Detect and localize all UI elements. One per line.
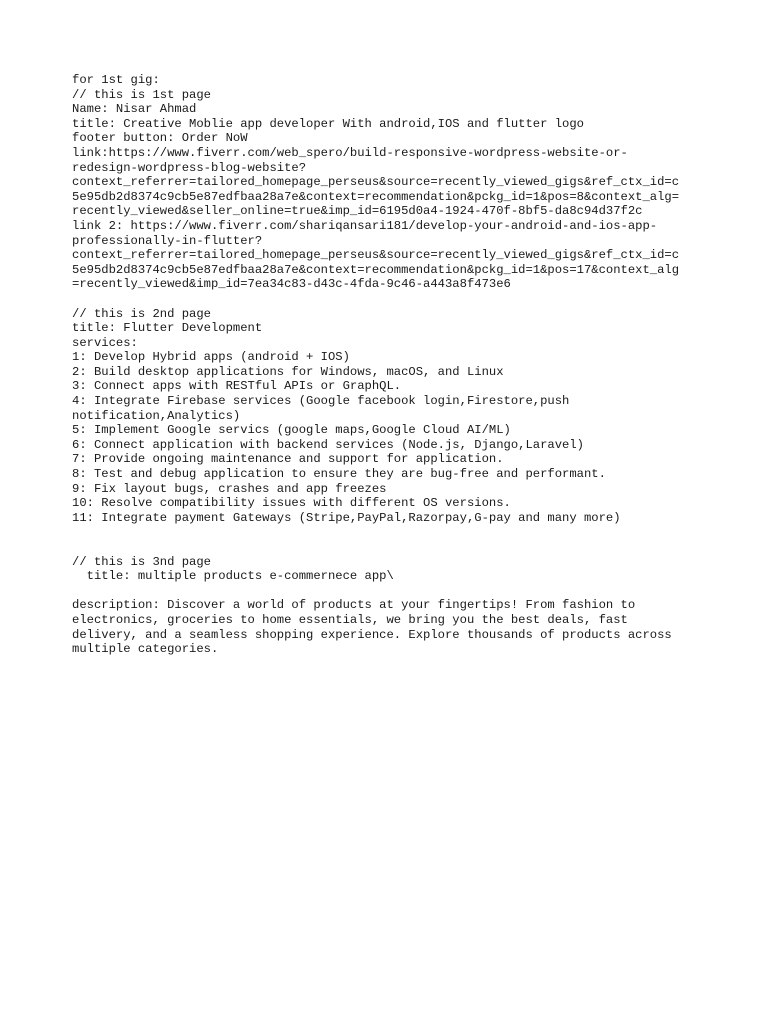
- text-line: link 2: https://www.fiverr.com/shariqansari181/develop-your-android-and-ios-app-: [72, 218, 658, 233]
- text-line: for 1st gig:: [72, 73, 160, 87]
- text-line: electronics, groceries to home essentials, we bring you the best deals, fast: [72, 612, 628, 627]
- text-line: // this is 1st page: [72, 87, 211, 102]
- text-line: professionally-in-flutter?: [72, 233, 263, 248]
- text-line: 9: Fix layout bugs, crashes and app freezes: [72, 481, 387, 496]
- text-line: redesign-wordpress-blog-website?: [72, 160, 307, 175]
- text-line: notification,Analytics): [72, 408, 241, 423]
- text-line: 4: Integrate Firebase services (Google facebook login,Firestore,push: [72, 394, 570, 409]
- text-line: 5e95db2d8374c9cb5e87edfbaa28a7e&context=recommendation&pckg_id=1&pos=17&context_alg: [72, 262, 680, 277]
- text-line: 5: Implement Google servics (google maps,Google Cloud AI/ML): [72, 423, 511, 438]
- text-line: 10: Resolve compatibility issues with different OS versions.: [72, 496, 511, 511]
- text-line: 5e95db2d8374c9cb5e87edfbaa28a7e&context=recommendation&pckg_id=1&pos=8&context_alg=: [72, 189, 680, 204]
- text-line: title: Flutter Development: [72, 321, 263, 336]
- text-line: link:https://www.fiverr.com/web_spero/build-responsive-wordpress-website-or-: [72, 145, 628, 160]
- text-line: 1: Develop Hybrid apps (android + IOS): [72, 350, 350, 365]
- text-line: // this is 3nd page: [72, 554, 211, 569]
- text-line: footer button: Order NoW: [72, 131, 248, 146]
- text-line: context_referrer=tailored_homepage_perseus&source=recently_viewed_gigs&ref_ctx_id=c: [72, 248, 680, 263]
- text-line: recently_viewed&seller_online=true&imp_id=6195d0a4-1924-470f-8bf5-da8c94d37f2c: [72, 204, 643, 219]
- text-line: Name: Nisar Ahmad: [72, 102, 197, 117]
- text-line: 6: Connect application with backend services (Node.js, Django,Laravel): [72, 437, 584, 452]
- text-line: 2: Build desktop applications for Windows, macOS, and Linux: [72, 364, 504, 379]
- text-line: 8: Test and debug application to ensure they are bug-free and performant.: [72, 467, 606, 482]
- text-line: delivery, and a seamless shopping experience. Explore thousands of products across: [72, 627, 672, 642]
- text-line: =recently_viewed&imp_id=7ea34c83-d43c-4fda-9c46-a443a8f473e6: [72, 277, 511, 292]
- text-line: 3: Connect apps with RESTful APIs or GraphQL.: [72, 379, 402, 394]
- document-text: [72, 73, 712, 657]
- text-line: context_referrer=tailored_homepage_perseus&source=recently_viewed_gigs&ref_ctx_id=c: [72, 175, 680, 190]
- text-line: description: Discover a world of products at your fingertips! From fashion to: [72, 598, 636, 613]
- blank-line: [72, 525, 712, 540]
- text-line: 7: Provide ongoing maintenance and support for application.: [72, 452, 504, 467]
- text-line: title: Creative Moblie app developer With android,IOS and flutter logo: [72, 116, 584, 131]
- text-line: multiple categories.: [72, 642, 219, 657]
- text-line: // this is 2nd page: [72, 306, 211, 321]
- text-line: 11: Integrate payment Gateways (Stripe,PayPal,Razorpay,G-pay and many more): [72, 510, 621, 525]
- blank-line: [72, 540, 712, 555]
- text-line: services:: [72, 335, 138, 350]
- blank-line: [72, 584, 712, 599]
- text-line: title: multiple products e-commernece app\: [72, 569, 394, 584]
- blank-line: [72, 292, 712, 307]
